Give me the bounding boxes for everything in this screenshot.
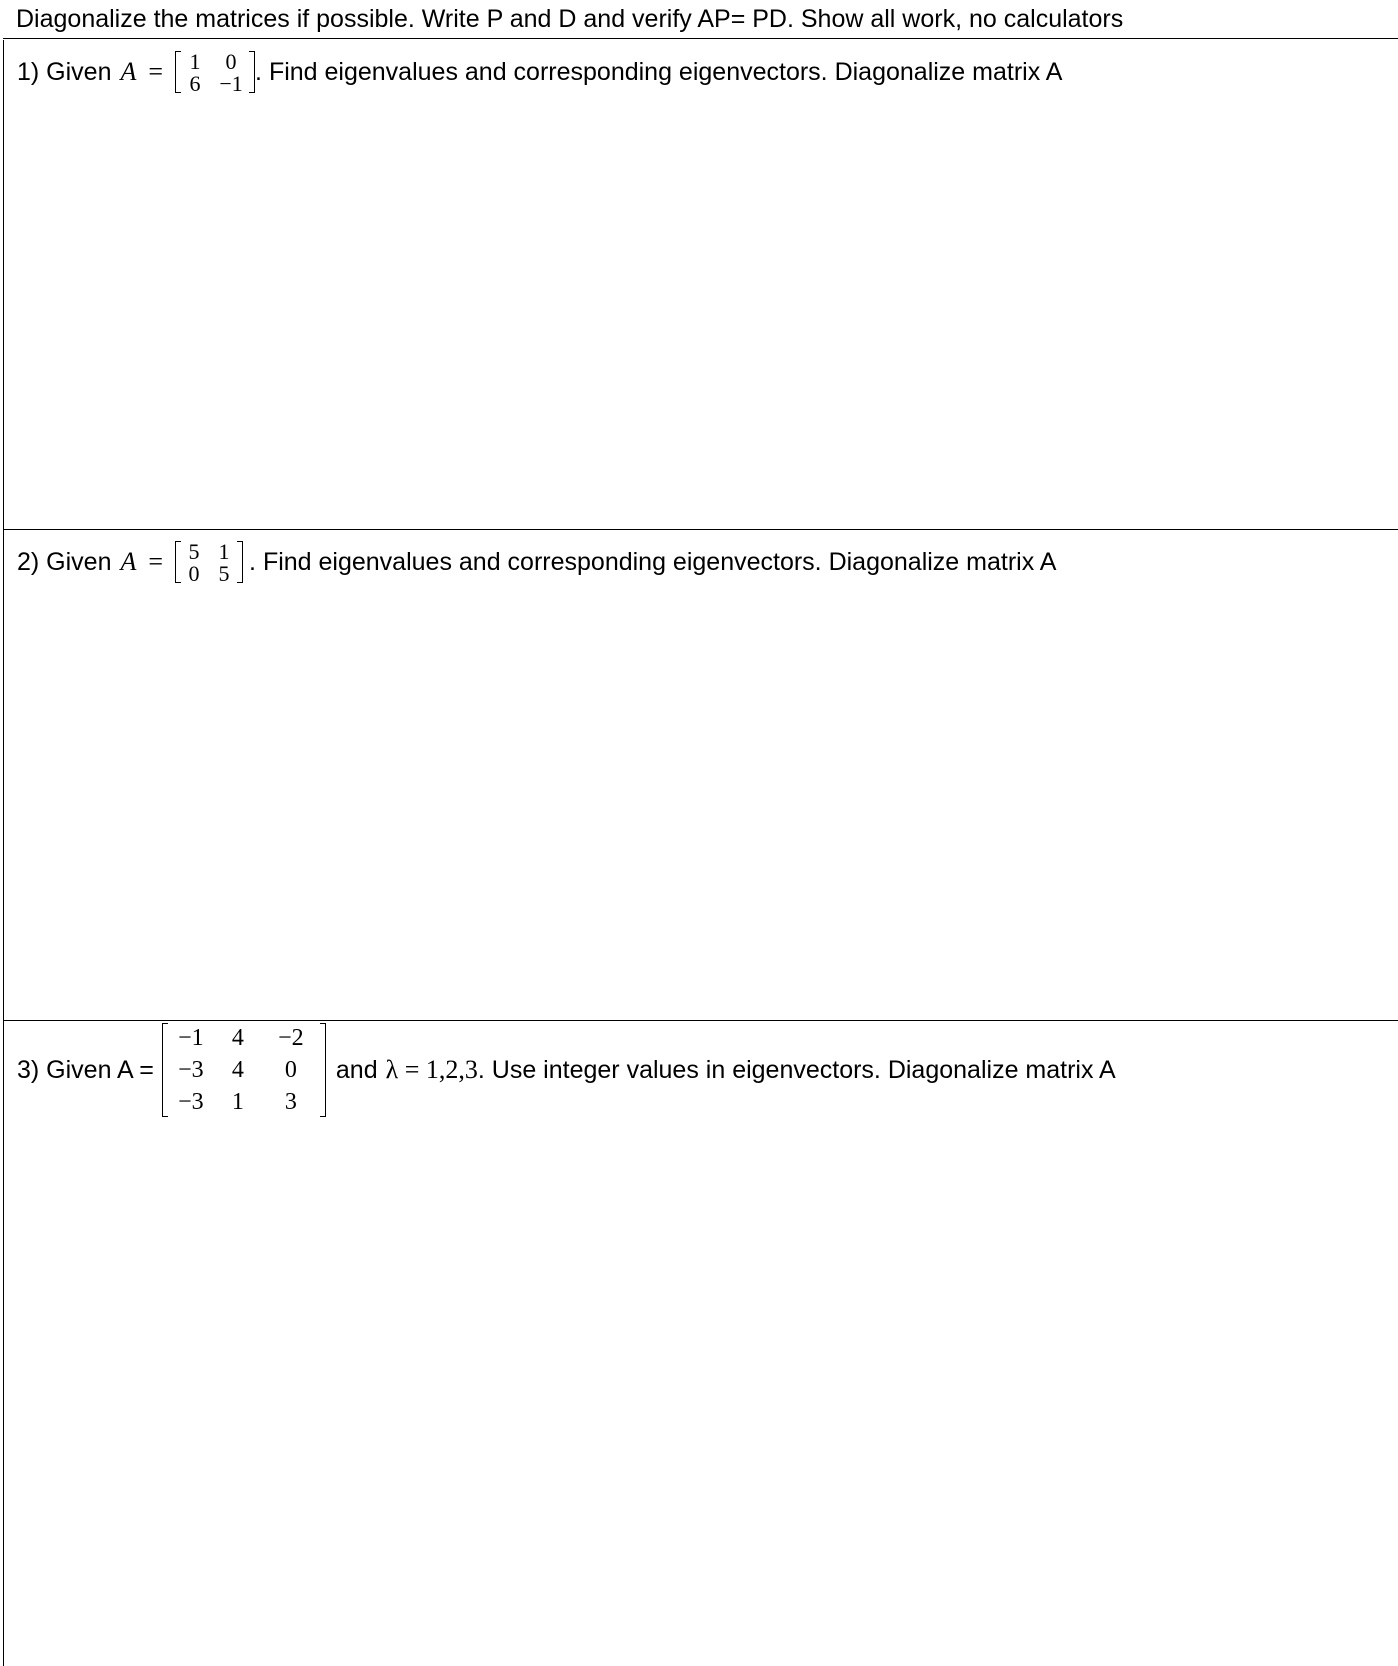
matrix-cell: 0 [284,1056,297,1083]
matrix-cell: 0 [188,560,200,586]
problem-1-matrix-left-bracket [175,51,181,93]
matrix-cell: 1 [218,538,230,564]
instructions-header: Diagonalize the matrices if possible. Write P and D and verify AP= PD. Show all work, no calculators [16,5,1124,33]
problem-3-suffix: . Use integer values in eigenvectors. Diagonalize matrix A [477,1055,1116,1084]
left-border [3,40,4,1666]
problem-3-matrix-left-bracket [162,1023,168,1117]
matrix-cell: −3 [178,1088,204,1115]
problem-2-prefix: 2) Given [17,547,112,576]
matrix-cell: 1 [189,48,201,74]
matrix-cell: 0 [225,48,237,74]
problem-2-matrix [175,540,243,584]
problem-1-var: A [120,57,137,86]
matrix-cell: 4 [231,1056,244,1083]
problem-3-prefix: 3) Given A = [17,1055,154,1084]
matrix-cell: 1 [231,1088,244,1115]
divider-top [3,38,1398,39]
matrix-cell: −1 [178,1024,204,1051]
problem-3-and: and [335,1055,378,1084]
matrix-cell: 4 [231,1024,244,1051]
matrix-cell: 6 [189,70,201,96]
problem-2-suffix: . Find eigenvalues and corresponding eigenvectors. Diagonalize matrix A [249,547,1057,576]
matrix-cell: −2 [278,1024,304,1051]
matrix-cell: 5 [218,560,230,586]
matrix-cell: 5 [188,538,200,564]
problem-3-matrix [162,1022,326,1118]
problem-1-prefix: 1) Given [17,57,112,86]
problem-3-matrix-right-bracket [320,1023,326,1117]
problem-2-matrix-left-bracket [175,541,181,583]
divider-1-2 [3,529,1398,530]
problem-2 [17,537,1056,587]
problem-1-equals: = [148,57,164,86]
problem-2-equals: = [148,547,164,576]
problem-2-var: A [120,547,137,576]
problem-1 [17,47,1062,97]
problem-1-matrix [175,50,255,94]
matrix-cell: −3 [178,1056,204,1083]
problem-3 [17,1020,1116,1120]
problem-1-suffix: . Find eigenvalues and corresponding eigenvectors. Diagonalize matrix A [255,57,1063,86]
problem-1-matrix-right-bracket [249,51,255,93]
matrix-cell: −1 [219,70,243,96]
matrix-cell: 3 [284,1088,297,1115]
problem-2-matrix-right-bracket [237,541,243,583]
problem-3-lambda: λ = 1,2,3 [385,1055,478,1084]
